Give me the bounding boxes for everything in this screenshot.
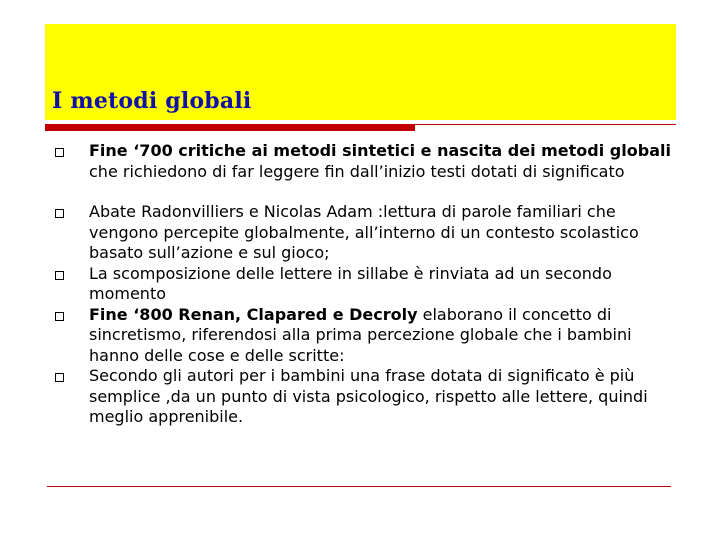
bullet-item [55,366,680,428]
square-bullet-icon [55,373,64,382]
square-bullet-icon [55,148,64,157]
bullet-item [55,264,680,305]
bullet-list [55,141,680,428]
bullet-text: Abate Radonvilliers e Nicolas Adam :lettura di parole familiari che vengono percepite globalmente, all’interno di un contesto scolastico basato sull’azione e sul gioco; [89,202,639,262]
bullet-text: elaborano il concetto di sincretismo, riferendosi alla prima percezione globale che i bambini hanno delle cose e delle scritte: [89,304,632,365]
bullet-text: La scomposizione delle lettere in sillabe è rinviata ad un secondo momento [89,263,612,303]
bullet-item [55,305,680,367]
bullet-item [55,202,680,264]
bullet-bold-lead: Fine ‘700 critiche ai metodi sintetici e nascita dei metodi globali [89,141,671,160]
bullet-text: Secondo gli autori per i bambini una frase dotata di significato è più semplice ,da un punto di vista psicologico, rispetto alle lettere, quindi meglio apprenibile. [89,366,648,426]
title-underline-bar [45,124,415,131]
square-bullet-icon [55,271,64,280]
bullet-item [55,141,680,182]
footer-divider [47,486,671,487]
title-underline-line [415,124,676,125]
bullet-bold-lead: Fine ‘800 Renan, Clapared e Decroly [89,304,418,324]
square-bullet-icon [55,209,64,218]
slide-title: I metodi globali [52,88,252,114]
square-bullet-icon [55,312,64,321]
bullet-text: che richiedono di far leggere fin dall’inizio testi dotati di significato [89,161,625,181]
